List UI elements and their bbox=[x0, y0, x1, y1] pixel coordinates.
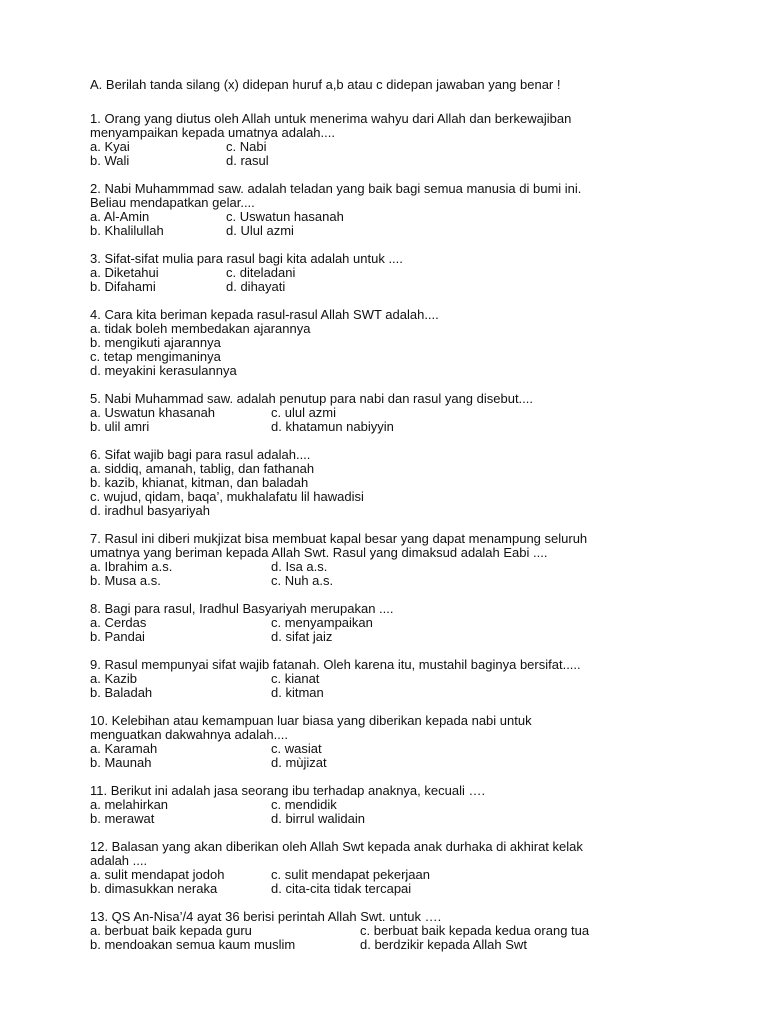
option-c: c. wasiat bbox=[271, 741, 322, 756]
option-c: c. diteladani bbox=[226, 265, 296, 280]
option-row bbox=[90, 742, 720, 756]
option-c: c. Nabi bbox=[226, 139, 267, 154]
option-b: b. Wali bbox=[90, 153, 130, 168]
question-3 bbox=[90, 252, 720, 294]
question-line: adalah .... bbox=[90, 853, 148, 868]
option-d: d. cita-cita tidak tercapai bbox=[271, 881, 412, 896]
question-line: menyampaikan kepada umatnya adalah.... bbox=[90, 125, 335, 140]
option-a: a. siddiq, amanah, tablig, dan fathanah bbox=[90, 461, 315, 476]
option-b: b. Baladah bbox=[90, 685, 153, 700]
option-row bbox=[90, 574, 720, 588]
option-b: b. ulil amri bbox=[90, 419, 150, 434]
question-line: 13. QS An-Nisa’/4 ayat 36 berisi perintah Allah Swt. untuk …. bbox=[90, 909, 442, 924]
option-row bbox=[90, 924, 720, 938]
option-c: c. berbuat baik kepada kedua orang tua bbox=[360, 923, 590, 938]
option-b: b. Maunah bbox=[90, 755, 152, 770]
question-10 bbox=[90, 714, 720, 770]
question-line: 5. Nabi Muhammad saw. adalah penutup para nabi dan rasul yang disebut.... bbox=[90, 391, 534, 406]
option-c: c. ulul azmi bbox=[271, 405, 337, 420]
option-a: a. Karamah bbox=[90, 741, 158, 756]
question-7 bbox=[90, 532, 720, 588]
option-a: a. tidak boleh membedakan ajarannya bbox=[90, 321, 311, 336]
question-line: 6. Sifat wajib bagi para rasul adalah.... bbox=[90, 447, 311, 462]
option-row bbox=[90, 882, 720, 896]
question-line: 1. Orang yang diutus oleh Allah untuk menerima wahyu dari Allah dan berkewajiban bbox=[90, 111, 572, 126]
option-b: b. Difahami bbox=[90, 279, 156, 294]
option-row bbox=[90, 756, 720, 770]
option-d: d. iradhul basyariyah bbox=[90, 503, 210, 518]
option-row bbox=[90, 868, 720, 882]
option-b: b. Musa a.s. bbox=[90, 573, 161, 588]
question-line: menguatkan dakwahnya adalah.... bbox=[90, 727, 289, 742]
option-c: c. kianat bbox=[271, 671, 320, 686]
question-line: 7. Rasul ini diberi mukjizat bisa membuat kapal besar yang dapat menampung seluruh bbox=[90, 531, 588, 546]
option-c: c. mendidik bbox=[271, 797, 337, 812]
instruction-text: A. Berilah tanda silang (x) didepan huruf a,b atau c didepan jawaban yang benar ! bbox=[90, 77, 561, 92]
option-c: c. sulit mendapat pekerjaan bbox=[271, 867, 430, 882]
option-row bbox=[90, 812, 720, 826]
question-12 bbox=[90, 840, 720, 896]
question-line: 3. Sifat-sifat mulia para rasul bagi kita adalah untuk .... bbox=[90, 251, 403, 266]
option-a: a. Ibrahim a.s. bbox=[90, 559, 173, 574]
question-8 bbox=[90, 602, 720, 644]
question-13 bbox=[90, 910, 720, 952]
option-row bbox=[90, 630, 720, 644]
option-a: a. melahirkan bbox=[90, 797, 169, 812]
option-row bbox=[90, 210, 720, 224]
option-a: a. sulit mendapat jodoh bbox=[90, 867, 225, 882]
option-d: d. Isa a.s. bbox=[271, 559, 328, 574]
option-row bbox=[90, 686, 720, 700]
option-row bbox=[90, 616, 720, 630]
option-d: d. sifat jaiz bbox=[271, 629, 333, 644]
option-a: a. Uswatun khasanah bbox=[90, 405, 216, 420]
option-row bbox=[90, 280, 720, 294]
option-a: a. Diketahui bbox=[90, 265, 159, 280]
option-c: c. tetap mengimaninya bbox=[90, 349, 221, 364]
option-row bbox=[90, 140, 720, 154]
option-row bbox=[90, 224, 720, 238]
question-11 bbox=[90, 784, 720, 826]
question-1 bbox=[90, 112, 720, 168]
option-b: b. Khalilullah bbox=[90, 223, 164, 238]
option-c: c. wujud, qidam, baqa’, mukhalafatu lil hawadisi bbox=[90, 489, 364, 504]
option-a: a. Kazib bbox=[90, 671, 137, 686]
question-line: Beliau mendapatkan gelar.... bbox=[90, 195, 255, 210]
option-a: a. Kyai bbox=[90, 139, 130, 154]
option-b: b. mendoakan semua kaum muslim bbox=[90, 937, 296, 952]
option-row bbox=[90, 798, 720, 812]
option-b: b. mengikuti ajarannya bbox=[90, 335, 221, 350]
option-row bbox=[90, 154, 720, 168]
question-line: 4. Cara kita beriman kepada rasul-rasul Allah SWT adalah.... bbox=[90, 307, 439, 322]
option-row bbox=[90, 672, 720, 686]
option-b: b. kazib, khianat, kitman, dan baladah bbox=[90, 475, 309, 490]
option-d: d. meyakini kerasulannya bbox=[90, 363, 237, 378]
option-b: b. merawat bbox=[90, 811, 155, 826]
option-a: a. Cerdas bbox=[90, 615, 147, 630]
option-a: a. berbuat baik kepada guru bbox=[90, 923, 252, 938]
question-line: 11. Berikut ini adalah jasa seorang ibu terhadap anaknya, kecuali …. bbox=[90, 783, 486, 798]
option-d: d. mùjizat bbox=[271, 755, 327, 770]
question-4 bbox=[90, 308, 720, 378]
option-a: a. Al-Amin bbox=[90, 209, 150, 224]
question-line: 8. Bagi para rasul, Iradhul Basyariyah merupakan .... bbox=[90, 601, 394, 616]
question-line: umatnya yang beriman kepada Allah Swt. Rasul yang dimaksud adalah Eabi .... bbox=[90, 545, 548, 560]
option-d: d. Ulul azmi bbox=[226, 223, 294, 238]
question-line: 10. Kelebihan atau kemampuan luar biasa yang diberikan kepada nabi untuk bbox=[90, 713, 532, 728]
question-line: 12. Balasan yang akan diberikan oleh Allah Swt kepada anak durhaka di akhirat kelak bbox=[90, 839, 583, 854]
option-c: c. Nuh a.s. bbox=[271, 573, 334, 588]
question-5 bbox=[90, 392, 720, 434]
exam-sheet bbox=[90, 78, 720, 966]
option-b: b. dimasukkan neraka bbox=[90, 881, 218, 896]
option-d: d. dihayati bbox=[226, 279, 286, 294]
option-d: d. kitman bbox=[271, 685, 324, 700]
option-d: d. rasul bbox=[226, 153, 269, 168]
question-line: 2. Nabi Muhammmad saw. adalah teladan yang baik bagi semua manusia di bumi ini. bbox=[90, 181, 582, 196]
option-row bbox=[90, 560, 720, 574]
option-d: d. birrul walidain bbox=[271, 811, 365, 826]
option-d: d. berdzikir kepada Allah Swt bbox=[360, 937, 527, 952]
option-row bbox=[90, 420, 720, 434]
question-line: 9. Rasul mempunyai sifat wajib fatanah. Oleh karena itu, mustahil baginya bersifat..... bbox=[90, 657, 581, 672]
option-c: c. menyampaikan bbox=[271, 615, 373, 630]
option-b: b. Pandai bbox=[90, 629, 145, 644]
option-d: d. khatamun nabiyyin bbox=[271, 419, 394, 434]
question-6 bbox=[90, 448, 720, 518]
option-row bbox=[90, 266, 720, 280]
question-9 bbox=[90, 658, 720, 700]
option-c: c. Uswatun hasanah bbox=[226, 209, 344, 224]
question-2 bbox=[90, 182, 720, 238]
option-row bbox=[90, 406, 720, 420]
option-row bbox=[90, 938, 720, 952]
